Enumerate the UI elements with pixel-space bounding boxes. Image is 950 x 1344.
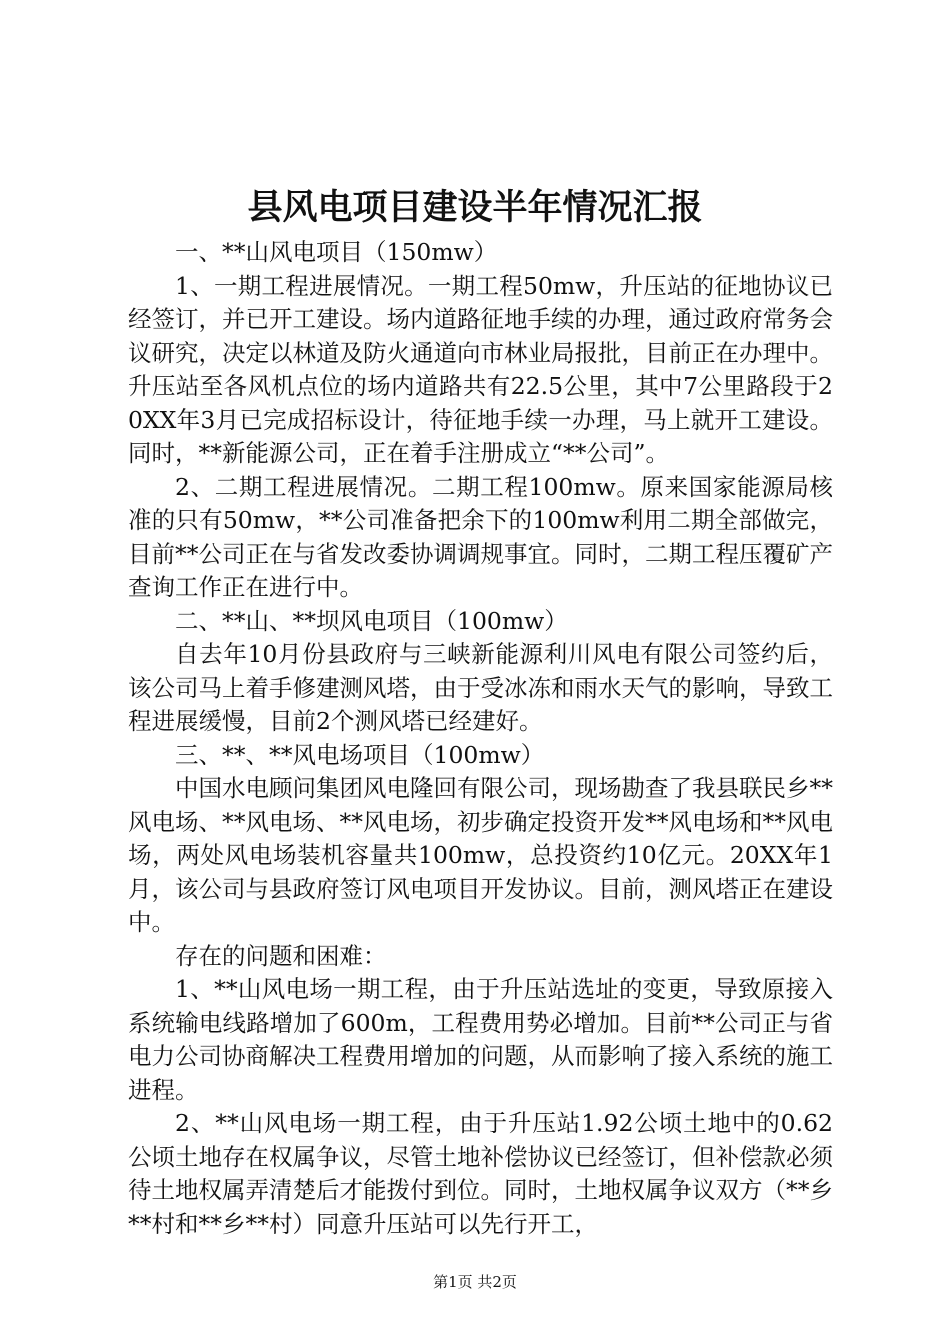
paragraph-project-three: 中国水电顾问集团风电隆回有限公司，现场勘查了我县联民乡**风电场、**风电场、**风电场，初步确定投资开发**风电场和**风电场，两处风电场装机容量共100mw，总投资约10亿元。20XX年1月，该公司与县政府签订风电项目开发协议。目前，测风塔正在建设中。 (128, 774, 833, 936)
paragraph-problem-1: 1、**山风电场一期工程，由于升压站选址的变更，导致原接入系统输电线路增加了600m，工程费用势必增加。目前**公司正与省电力公司协商解决工程费用增加的问题，从而影响了接入系统的施工进程。 (128, 975, 833, 1104)
paragraph-project-two: 自去年10月份县政府与三峡新能源利川风电有限公司签约后，该公司马上着手修建测风塔，由于受冰冻和雨水天气的影响，导致工程进展缓慢，目前2个测风塔已经建好。 (128, 640, 833, 735)
document-title: 县风电项目建设半年情况汇报 (247, 187, 703, 228)
document-body (128, 236, 833, 1241)
paragraph-problem-2: 2、**山风电场一期工程，由于升压站1.92公顷土地中的0.62公顷土地存在权属争议，尽管土地补偿协议已经签订，但补偿款必须待土地权属弄清楚后才能拨付到位。同时，土地权属争议双方（**乡**村和**乡**村）同意升压站可以先行开工， (128, 1109, 833, 1238)
page-number-footer: 第1页 共2页 (433, 1273, 517, 1291)
section-heading-2: 二、**山、**坝风电项目（100mw） (175, 606, 568, 635)
section-heading-3: 三、**、**风电场项目（100mw） (175, 740, 545, 769)
section-heading-problems: 存在的问题和困难： (175, 941, 387, 970)
paragraph-phase-one: 1、一期工程进展情况。一期工程50mw，升压站的征地协议已经签订，并已开工建设。场内道路征地手续的办理，通过政府常务会议研究，决定以林道及防火通道向市林业局报批，目前正在办理中。升压站至各风机点位的场内道路共有22.5公里，其中7公里路段于20XX年3月已完成招标设计，待征地手续一办理，马上就开工建设。同时，**新能源公司，正在着手注册成立“**公司”。 (128, 271, 833, 467)
section-heading-1: 一、**山风电项目（150mw） (175, 238, 498, 266)
paragraph-phase-two: 2、二期工程进展情况。二期工程100mw。原来国家能源局核准的只有50mw，**公司准备把余下的100mw利用二期全部做完，目前**公司正在与省发改委协调调规事宜。同时，二期工程压覆矿产查询工作正在进行中。 (128, 472, 833, 601)
